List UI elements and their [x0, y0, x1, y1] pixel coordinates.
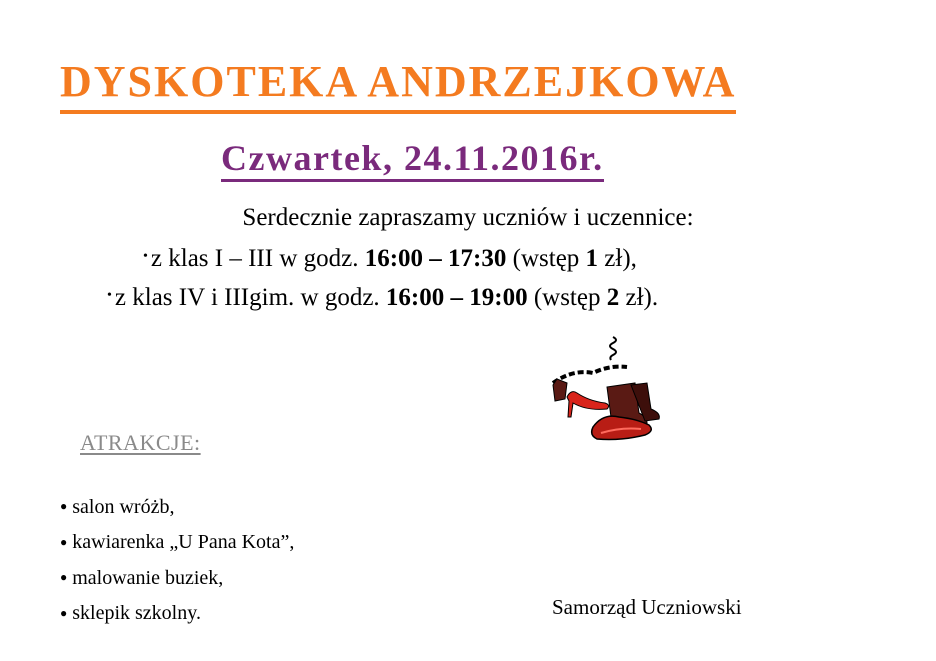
- group-time: 16:00 – 19:00: [385, 284, 528, 311]
- group-line-older: [107, 285, 658, 310]
- event-date: Czwartek, 24.11.2016r.: [221, 140, 604, 182]
- list-item: ● sklepik szkolny.: [60, 602, 201, 625]
- bullet-icon: ●: [60, 499, 68, 514]
- group-mid: (wstęp: [527, 284, 607, 311]
- invitation-text: Serdecznie zapraszamy uczniów i uczennice:: [242, 204, 694, 231]
- bullet-icon: ●: [60, 605, 68, 620]
- group-prefix: z klas IV i IIIgim. w godz.: [114, 284, 386, 311]
- list-item: ● salon wróżb,: [60, 496, 175, 518]
- group-time: 16:00 – 17:30: [364, 245, 507, 272]
- attractions-list: [60, 490, 294, 632]
- bullet-icon: •: [143, 249, 148, 265]
- group-line-younger: [143, 246, 637, 271]
- attractions-heading: ATRAKCJE:: [80, 430, 201, 455]
- dancing-shoes-icon: [545, 335, 665, 450]
- bullet-icon: ●: [60, 570, 68, 585]
- group-mid: (wstęp: [506, 245, 586, 272]
- group-suffix: zł).: [619, 284, 659, 311]
- group-prefix: z klas I – III w godz.: [150, 245, 365, 272]
- bullet-icon: ●: [60, 534, 68, 549]
- list-item: ● malowanie buziek,: [60, 566, 224, 589]
- signature: Samorząd Uczniowski: [552, 595, 742, 619]
- group-suffix: zł),: [598, 245, 637, 272]
- bullet-icon: •: [107, 288, 112, 304]
- group-price: 1: [585, 245, 599, 272]
- group-price: 2: [606, 284, 620, 311]
- list-item: ● kawiarenka „U Pana Kota”,: [60, 531, 295, 554]
- poster-title: DYSKOTEKA ANDRZEJKOWA: [60, 60, 736, 114]
